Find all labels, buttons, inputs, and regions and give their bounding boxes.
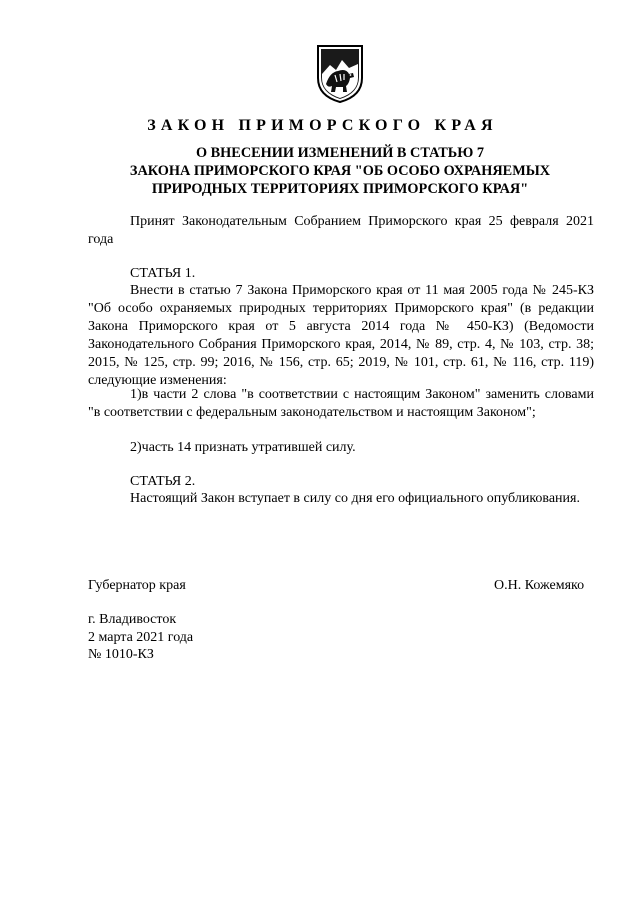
signatory-name: О.Н. Кожемяко	[494, 578, 585, 593]
footer-date: 2 марта 2021 года	[88, 630, 194, 645]
article-1-heading: СТАТЬЯ 1.	[130, 266, 196, 281]
law-title: ЗАКОН ПРИМОРСКОГО КРАЯ	[147, 117, 498, 134]
subject-line: ПРИРОДНЫХ ТЕРРИТОРИЯХ ПРИМОРСКОГО КРАЯ"	[151, 181, 529, 197]
subject-line: ЗАКОНА ПРИМОРСКОГО КРАЯ "ОБ ОСОБО ОХРАНЯЕМЫХ	[129, 163, 551, 179]
law-subject	[86, 144, 594, 198]
footer-law-number: № 1010-КЗ	[88, 647, 154, 662]
article-2-text: Настоящий Закон вступает в силу со дня его официального опубликования.	[130, 491, 580, 506]
adoption-note: Принят Законодательным Собранием Приморского края 25 февраля 2021 года	[88, 214, 594, 247]
footer-city: г. Владивосток	[88, 612, 177, 627]
article-1-item-2: 2)часть 14 признать утратившей силу.	[130, 440, 356, 455]
article-1-item-1: 1)в части 2 слова "в соответствии с настоящим Законом" заменить словами "в соответствии с федеральным законодательством и настоящим Законом";	[88, 387, 594, 420]
coat-of-arms-icon	[316, 44, 364, 104]
article-2-heading: СТАТЬЯ 2.	[130, 474, 196, 489]
signatory-position: Губернатор края	[88, 578, 186, 593]
subject-line: О ВНЕСЕНИИ ИЗМЕНЕНИЙ В СТАТЬЮ 7	[195, 145, 485, 161]
article-1-intro: Внести в статью 7 Закона Приморского края от 11 мая 2005 года № 245-КЗ "Об особо охраняемых природных территориях Приморского края" (в редакции Закона Приморского края от 5 августа 2014 года № 450-КЗ) (Ведомости Законодательного Собрания Приморского края, 2014, № 89, стр. 4, № 103, стр. 38; 2015, № 125, стр. 99; 2016, № 156, стр. 65; 2019, № 101, стр. 61, № 116, стр. 119) следующие изменения:	[88, 283, 594, 388]
